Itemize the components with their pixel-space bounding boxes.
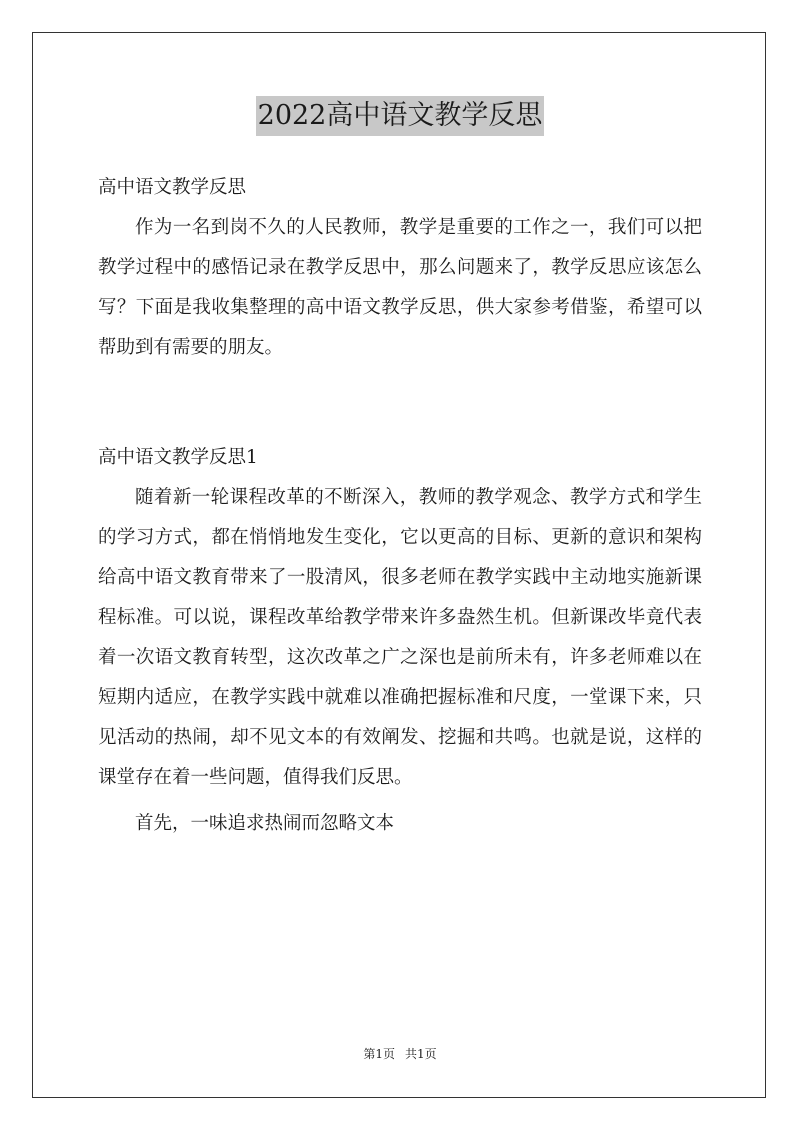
intro-heading: 高中语文教学反思	[98, 177, 247, 198]
page-footer	[0, 1045, 800, 1062]
section-spacer	[98, 368, 702, 438]
section1-heading: 高中语文教学反思1	[98, 447, 258, 468]
document-body	[98, 168, 702, 844]
intro-paragraph: 作为一名到岗不久的人民教师，教学是重要的工作之一，我们可以把教学过程中的感悟记录在教学反思中，那么问题来了，教学反思应该怎么写？下面是我收集整理的高中语文教学反思，供大家参考借鉴，希望可以帮助到有需要的朋友。	[98, 217, 702, 358]
page-number: 第1页	[363, 1047, 395, 1061]
page-total: 共1页	[405, 1047, 437, 1061]
section1-subpoint: 首先，一味追求热闹而忽略文本	[135, 813, 395, 834]
document-title: 2022高中语文教学反思	[256, 96, 545, 136]
section1-paragraph: 随着新一轮课程改革的不断深入，教师的教学观念、教学方式和学生的学习方式，都在悄悄地发生变化，它以更高的目标、更新的意识和架构给高中语文教育带来了一股清风，很多老师在教学实践中主动地实施新课程标准。可以说，课程改革给教学带来许多盎然生机。但新课改毕竟代表着一次语文教育转型，这次改革之广之深也是前所未有，许多老师难以在短期内适应，在教学实践中就难以准确把握标准和尺度，一堂课下来，只见活动的热闹，却不见文本的有效阐发、挖掘和共鸣。也就是说，这样的课堂存在着一些问题，值得我们反思。	[98, 487, 702, 788]
document-title-container	[0, 96, 800, 139]
